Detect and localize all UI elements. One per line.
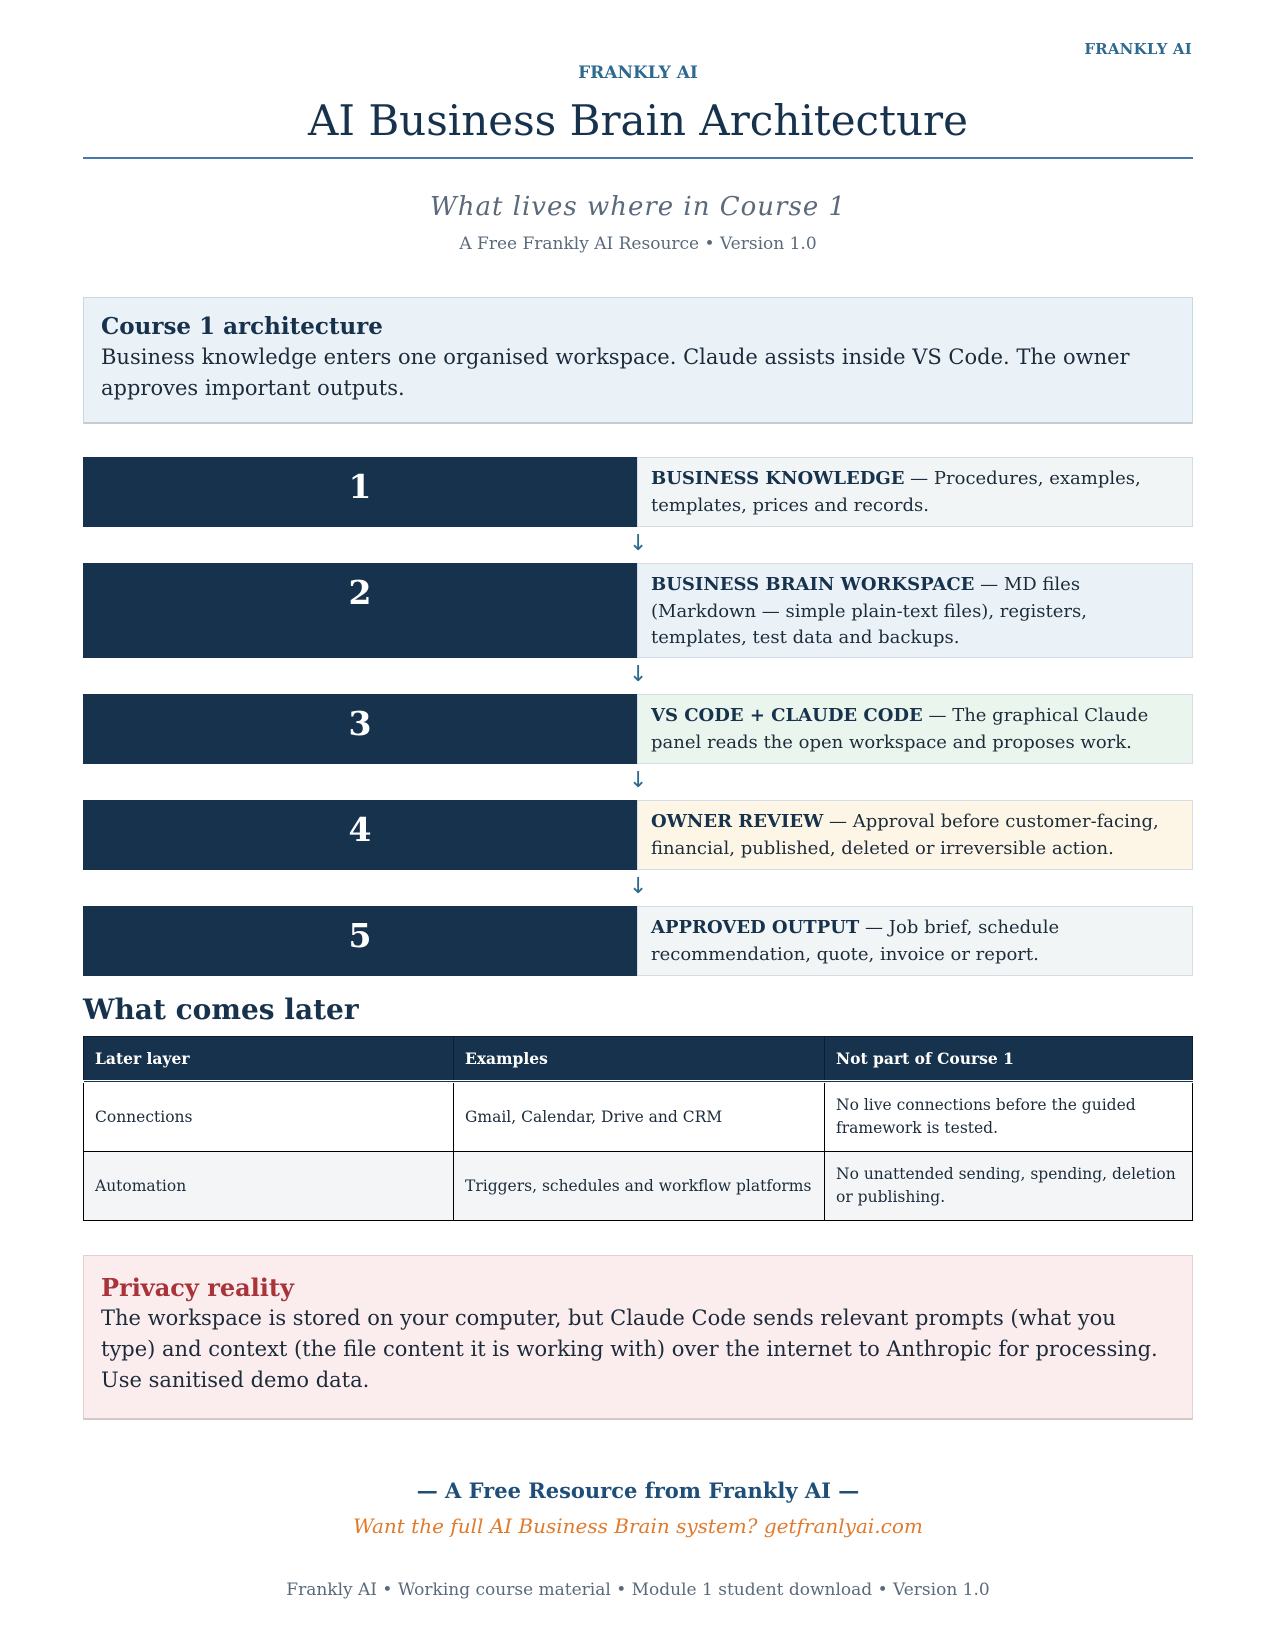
- table-header-row: [84, 1037, 1193, 1082]
- step-text: — Job brief, schedule recommendation, quote, invoice or report.: [651, 917, 1060, 965]
- step-text: — Procedures, examples, templates, prices and records.: [651, 468, 1141, 516]
- arrow-down-icon: ↓: [629, 768, 648, 793]
- footer-meta: Frankly AI • Working course material • Module 1 student download • Version 1.0: [286, 1580, 990, 1600]
- step-description: [637, 457, 1193, 527]
- column-header: Later layer: [84, 1037, 454, 1082]
- table-row: [84, 1082, 1193, 1152]
- page-subtitle: What lives where in Course 1: [429, 192, 847, 222]
- footer-tagline: — A Free Resource from Frankly AI —: [416, 1478, 860, 1503]
- step-label: OWNER REVIEW: [651, 811, 824, 832]
- resource-line: A Free Frankly AI Resource • Version 1.0: [459, 234, 817, 254]
- intro-callout: [83, 297, 1193, 424]
- step-label: BUSINESS KNOWLEDGE: [651, 468, 905, 489]
- step-label: VS CODE + CLAUDE CODE: [651, 705, 923, 726]
- privacy-heading: Privacy reality: [101, 1273, 294, 1302]
- table-cell: Automation: [84, 1152, 454, 1221]
- step-number: 5: [83, 906, 637, 976]
- step-number: 3: [83, 694, 637, 764]
- flow-step: [83, 906, 1193, 976]
- step-number: 4: [83, 800, 637, 870]
- footer-cta[interactable]: Want the full AI Business Brain system? getfranlyai.com: [353, 1514, 923, 1538]
- flow-arrow: [83, 658, 1193, 694]
- page-title: AI Business Brain Architecture: [308, 96, 968, 145]
- intro-text: Business knowledge enters one organised workspace. Claude assists inside VS Code. The owner approves important outputs.: [101, 345, 1130, 400]
- column-header: Examples: [454, 1037, 825, 1082]
- step-number: 1: [83, 457, 637, 527]
- column-header: Not part of Course 1: [825, 1037, 1193, 1082]
- privacy-text: The workspace is stored on your computer, but Claude Code sends relevant prompts (what you type) and context (the file content it is working with) over the internet to Anthropic for processing. Use sanitised demo data.: [101, 1306, 1158, 1392]
- flow-arrow: [83, 527, 1193, 563]
- step-label: APPROVED OUTPUT: [651, 917, 860, 938]
- table-cell: No unattended sending, spending, deletion or publishing.: [825, 1152, 1193, 1221]
- corner-brand: FRANKLY AI: [1084, 40, 1192, 58]
- flow-step: [83, 694, 1193, 764]
- flow-step: [83, 457, 1193, 527]
- brand-label: FRANKLY AI: [578, 63, 698, 83]
- later-table: [83, 1036, 1193, 1221]
- flow-step: [83, 800, 1193, 870]
- table-cell: Gmail, Calendar, Drive and CRM: [454, 1082, 825, 1152]
- arrow-down-icon: ↓: [629, 531, 648, 556]
- later-heading: What comes later: [83, 993, 359, 1026]
- table-row: [84, 1152, 1193, 1221]
- step-description: [637, 906, 1193, 976]
- arrow-down-icon: ↓: [629, 874, 648, 899]
- step-text: — The graphical Claude panel reads the open workspace and proposes work.: [651, 705, 1149, 753]
- step-label: BUSINESS BRAIN WORKSPACE: [651, 574, 975, 595]
- table-cell: No live connections before the guided framework is tested.: [825, 1082, 1193, 1152]
- flow-arrow: [83, 870, 1193, 906]
- title-divider: [83, 157, 1193, 159]
- table-cell: Triggers, schedules and workflow platforms: [454, 1152, 825, 1221]
- intro-heading: Course 1 architecture: [101, 313, 383, 340]
- step-text: — Approval before customer-facing, financial, published, deleted or irreversible action.: [651, 811, 1159, 859]
- architecture-flow: [83, 457, 1193, 976]
- step-description: [637, 800, 1193, 870]
- step-number: 2: [83, 563, 637, 658]
- flow-step: [83, 563, 1193, 658]
- step-text: — MD files (Markdown — simple plain-text files), registers, templates, test data and backups.: [651, 574, 1087, 648]
- arrow-down-icon: ↓: [629, 662, 648, 687]
- step-description: [637, 694, 1193, 764]
- table-cell: Connections: [84, 1082, 454, 1152]
- privacy-callout: [83, 1255, 1193, 1420]
- flow-arrow: [83, 764, 1193, 800]
- step-description: [637, 563, 1193, 658]
